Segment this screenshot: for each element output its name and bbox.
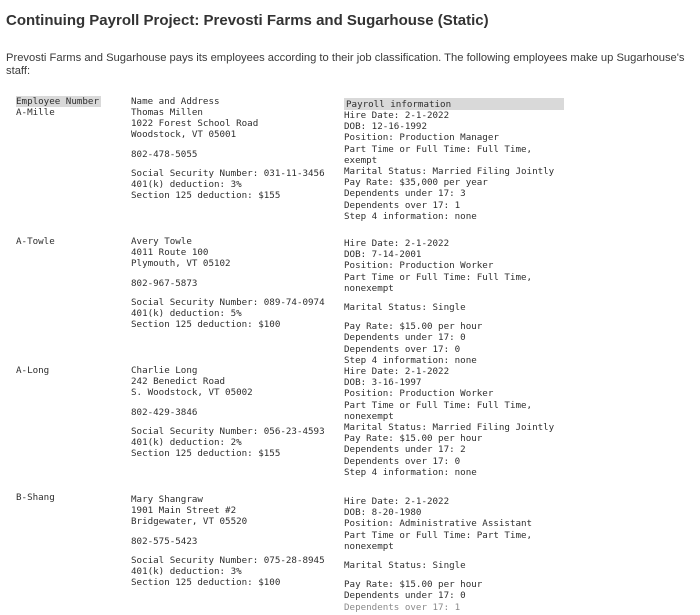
employee-id: B-Shang (16, 492, 55, 503)
employee-401k: 401(k) deduction: 3% (131, 566, 242, 578)
payroll-line: Hire Date: 2-1-2022 (344, 238, 450, 249)
intro-paragraph: Prevosti Farms and Sugarhouse pays its employees according to their job classification. The following employees make up Sugarhouse's staff: (6, 52, 685, 77)
employee-city: S. Woodstock, VT 05002 (131, 387, 253, 399)
payroll-line: Marital Status: Married Filing Jointly (344, 166, 555, 178)
payroll-line: Position: Administrative Assistant (344, 518, 533, 530)
payroll-line: Position: Production Worker (344, 388, 494, 400)
employee-phone: 802-575-5423 (131, 535, 198, 547)
payroll-line: Step 4 information: none (344, 466, 477, 478)
employee-401k: 401(k) deduction: 5% (131, 308, 242, 320)
employee-phone: 802-478-5055 (131, 148, 198, 160)
payroll-line: Dependents over 17: 1 (344, 601, 461, 613)
employee-address-block (131, 236, 331, 330)
payroll-line: Pay Rate: $15.00 per hour (344, 433, 483, 445)
payroll-line: Hire Date: 2-1-2022 (344, 366, 450, 377)
payroll-line: Pay Rate: $35,000 per year (344, 177, 488, 189)
payroll-line: Dependents over 17: 1 (344, 199, 461, 211)
payroll-line: Dependents under 17: 3 (344, 188, 466, 200)
payroll-line: DOB: 8-20-1980 (344, 507, 422, 519)
employee-street: 242 Benedict Road (131, 376, 226, 388)
payroll-line: Dependents under 17: 0 (344, 590, 466, 602)
employee-payroll-block (344, 366, 569, 478)
employee-id: A-Towle (16, 236, 55, 247)
employee-id: A-Mille (16, 107, 55, 118)
payroll-line: Dependents over 17: 0 (344, 343, 461, 355)
employee-address-block (131, 494, 331, 588)
payroll-line: Dependents over 17: 0 (344, 455, 461, 467)
employee-city: Plymouth, VT 05102 (131, 258, 231, 270)
employee-street: 1022 Forest School Road (131, 118, 259, 130)
payroll-line: Marital Status: Married Filing Jointly (344, 422, 555, 434)
employee-ssn: Social Security Number: 089-74-0974 (131, 296, 325, 308)
employee-401k: 401(k) deduction: 3% (131, 179, 242, 191)
employee-name: Charlie Long (131, 365, 198, 376)
employee-section125: Section 125 deduction: $100 (131, 319, 281, 331)
employee-name: Mary Shangraw (131, 494, 203, 505)
payroll-line: Pay Rate: $15.00 per hour (344, 321, 483, 333)
employee-address-block (131, 365, 331, 459)
employee-phone: 802-429-3846 (131, 406, 198, 418)
employee-401k: 401(k) deduction: 2% (131, 437, 242, 449)
employee-name: Avery Towle (131, 236, 192, 247)
payroll-line: Dependents under 17: 0 (344, 332, 466, 344)
employee-city: Bridgewater, VT 05520 (131, 516, 248, 528)
employee-payroll-block (344, 110, 569, 222)
payroll-line: Hire Date: 2-1-2022 (344, 496, 450, 507)
employee-ssn: Social Security Number: 031-11-3456 (131, 167, 325, 179)
employee-name: Thomas Millen (131, 107, 203, 118)
payroll-line: DOB: 12-16-1992 (344, 121, 427, 133)
employee-city: Woodstock, VT 05001 (131, 129, 237, 141)
employee-payroll-block (344, 238, 569, 366)
payroll-line: Part Time or Full Time: Full Time, nonexempt (344, 399, 538, 422)
col-header-name-address: Name and Address (131, 96, 220, 107)
payroll-line: Part Time or Full Time: Full Time, exempt (344, 143, 538, 166)
page-title: Continuing Payroll Project: Prevosti Farms and Sugarhouse (Static) (6, 12, 489, 29)
payroll-line: Marital Status: Single (344, 560, 466, 572)
employee-section125: Section 125 deduction: $100 (131, 577, 281, 589)
col-header-payroll-info: Payroll information (346, 99, 452, 110)
payroll-line: DOB: 7-14-2001 (344, 249, 422, 261)
payroll-line: Step 4 information: none (344, 354, 477, 366)
employee-street: 1901 Main Street #2 (131, 505, 237, 517)
employee-id: A-Long (16, 365, 50, 376)
payroll-line: Dependents under 17: 2 (344, 444, 466, 456)
employee-ssn: Social Security Number: 075-28-8945 (131, 554, 325, 566)
payroll-line: Position: Production Manager (344, 132, 499, 144)
payroll-line: Part Time or Full Time: Part Time, nonexempt (344, 529, 538, 552)
payroll-line: Position: Production Worker (344, 260, 494, 272)
employee-section125: Section 125 deduction: $155 (131, 448, 281, 460)
payroll-line: Hire Date: 2-1-2022 (344, 110, 450, 121)
employee-section125: Section 125 deduction: $155 (131, 190, 281, 202)
col-header-employee-number: Employee Number (16, 96, 99, 107)
payroll-line: Pay Rate: $15.00 per hour (344, 579, 483, 591)
payroll-line: Step 4 information: none (344, 210, 477, 222)
employee-ssn: Social Security Number: 056-23-4593 (131, 425, 325, 437)
employee-phone: 802-967-5873 (131, 277, 198, 289)
employee-street: 4011 Route 100 (131, 247, 209, 259)
employee-payroll-block (344, 496, 569, 613)
payroll-line: DOB: 3-16-1997 (344, 377, 422, 389)
payroll-line: Marital Status: Single (344, 302, 466, 314)
employee-address-block (131, 107, 331, 201)
payroll-line: Part Time or Full Time: Full Time, nonexempt (344, 271, 538, 294)
